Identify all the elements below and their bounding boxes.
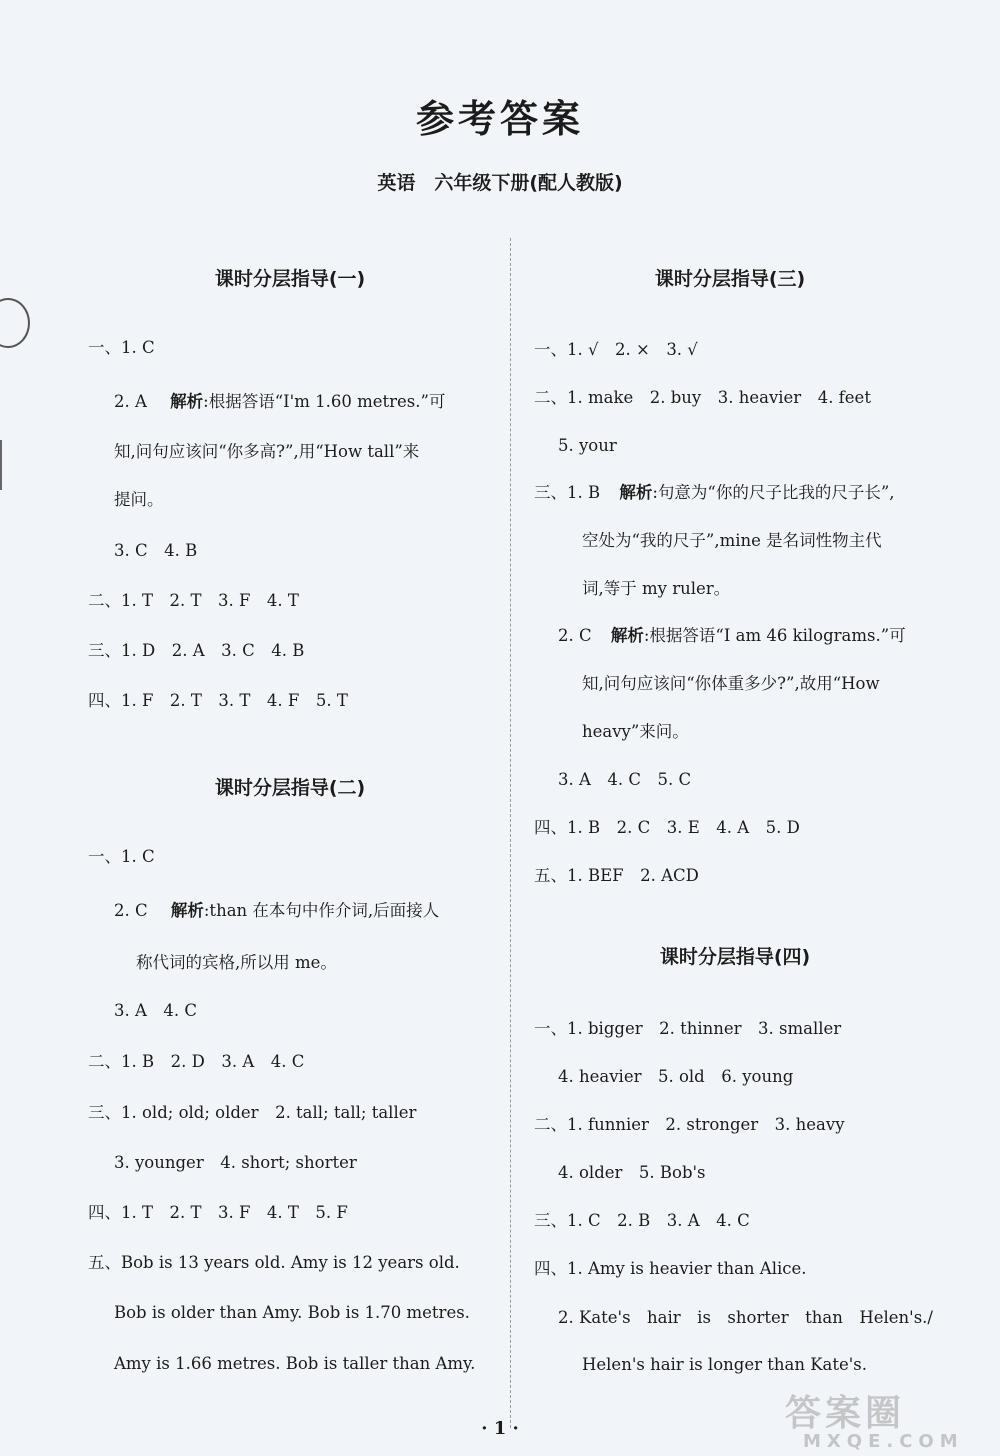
answer-line: 3. younger 4. short; shorter [114, 1153, 357, 1172]
answer-line: 二、1. B 2. D 3. A 4. C [88, 1052, 305, 1071]
answer-line: 称代词的宾格,所以用 me。 [136, 953, 337, 972]
page-subtitle: 英语 六年级下册(配人教版) [377, 172, 623, 194]
answer-number: 2. A [114, 392, 147, 411]
watermark-top: 答案圈 [785, 1393, 906, 1434]
answer-line: 四、1. B 2. C 3. E 4. A 5. D [534, 818, 800, 837]
answer-line: 4. older 5. Bob's [558, 1163, 706, 1182]
answer-line: 二、1. make 2. buy 3. heavier 4. feet [534, 388, 871, 407]
answer-line: 一、1. bigger 2. thinner 3. smaller [534, 1019, 842, 1038]
section-heading-2: 课时分层指导(二) [214, 777, 366, 799]
answer-line: 5. your [558, 436, 617, 455]
answer-line: 3. A 4. C 5. C [558, 770, 692, 789]
answer-line [534, 485, 895, 502]
answer-line: 2. Kate's hair is shorter than Helen's./ [558, 1308, 933, 1327]
answer-line: 二、1. funnier 2. stronger 3. heavy [534, 1115, 845, 1134]
answer-line: 三、1. D 2. A 3. C 4. B [88, 641, 305, 660]
section-heading-1: 课时分层指导(一) [214, 268, 366, 290]
analysis-text: :than 在本句中作介词,后面接人 [203, 901, 440, 920]
answer-line [558, 628, 906, 645]
answer-line: 4. heavier 5. old 6. young [558, 1067, 794, 1086]
answer-number: 2. C [558, 626, 592, 645]
answer-line: 五、1. BEF 2. ACD [534, 866, 699, 885]
watermark-logo [785, 1385, 995, 1451]
answer-number: 2. C [114, 901, 148, 920]
answer-line [114, 903, 439, 920]
answer-line: Helen's hair is longer than Kate's. [582, 1355, 868, 1374]
analysis-label: 解析 [610, 626, 644, 645]
analysis-label: 解析 [170, 901, 204, 920]
binding-mark [0, 298, 30, 348]
answer-line: 3. C 4. B [114, 541, 198, 560]
answer-line: heavy”来问。 [582, 722, 689, 741]
answer-line: 五、Bob is 13 years old. Amy is 12 years old. [88, 1253, 460, 1272]
answer-line: 一、1. C [88, 847, 155, 866]
answer-line: 四、1. Amy is heavier than Alice. [534, 1259, 807, 1278]
answer-line: 3. A 4. C [114, 1001, 198, 1020]
binding-mark-line [0, 440, 10, 490]
answer-line: 提问。 [114, 490, 164, 509]
answer-line: 空处为“我的尺子”,mine 是名词性物主代 [582, 531, 882, 550]
analysis-text: :句意为“你的尺子比我的尺子长”, [652, 483, 895, 502]
answer-line: 四、1. F 2. T 3. T 4. F 5. T [88, 691, 348, 710]
answer-line: Amy is 1.66 metres. Bob is taller than Amy. [114, 1354, 476, 1373]
section-heading-3: 课时分层指导(三) [654, 268, 806, 290]
answer-line: 知,问句应该问“你多高?”,用“How tall”来 [114, 442, 420, 461]
answer-line: 二、1. T 2. T 3. F 4. T [88, 591, 299, 610]
answer-line: Bob is older than Amy. Bob is 1.70 metres. [114, 1303, 470, 1322]
answer-line: 一、1. √ 2. × 3. √ [534, 340, 698, 359]
answer-line: 四、1. T 2. T 3. F 4. T 5. F [88, 1203, 348, 1222]
answer-line: 知,问句应该问“你体重多少?”,故用“How [582, 674, 880, 693]
analysis-text: :根据答语“I am 46 kilograms.”可 [643, 626, 906, 645]
page-number: · 1 · [481, 1418, 519, 1439]
watermark-bottom: MXQE.COM [803, 1431, 964, 1452]
answer-number: 三、1. B [534, 483, 601, 502]
page-title: 参考答案 [415, 97, 584, 141]
answer-line: 词,等于 my ruler。 [582, 579, 731, 598]
answer-line: 一、1. C [88, 338, 155, 357]
analysis-text: :根据答语“I'm 1.60 metres.”可 [203, 392, 446, 411]
answer-line: 三、1. old; old; older 2. tall; tall; taller [88, 1103, 417, 1122]
column-divider [510, 238, 511, 1428]
answer-line: 三、1. C 2. B 3. A 4. C [534, 1211, 750, 1230]
section-heading-4: 课时分层指导(四) [659, 946, 811, 968]
analysis-label: 解析 [619, 483, 653, 502]
analysis-label: 解析 [170, 392, 204, 411]
answer-line [114, 394, 445, 411]
